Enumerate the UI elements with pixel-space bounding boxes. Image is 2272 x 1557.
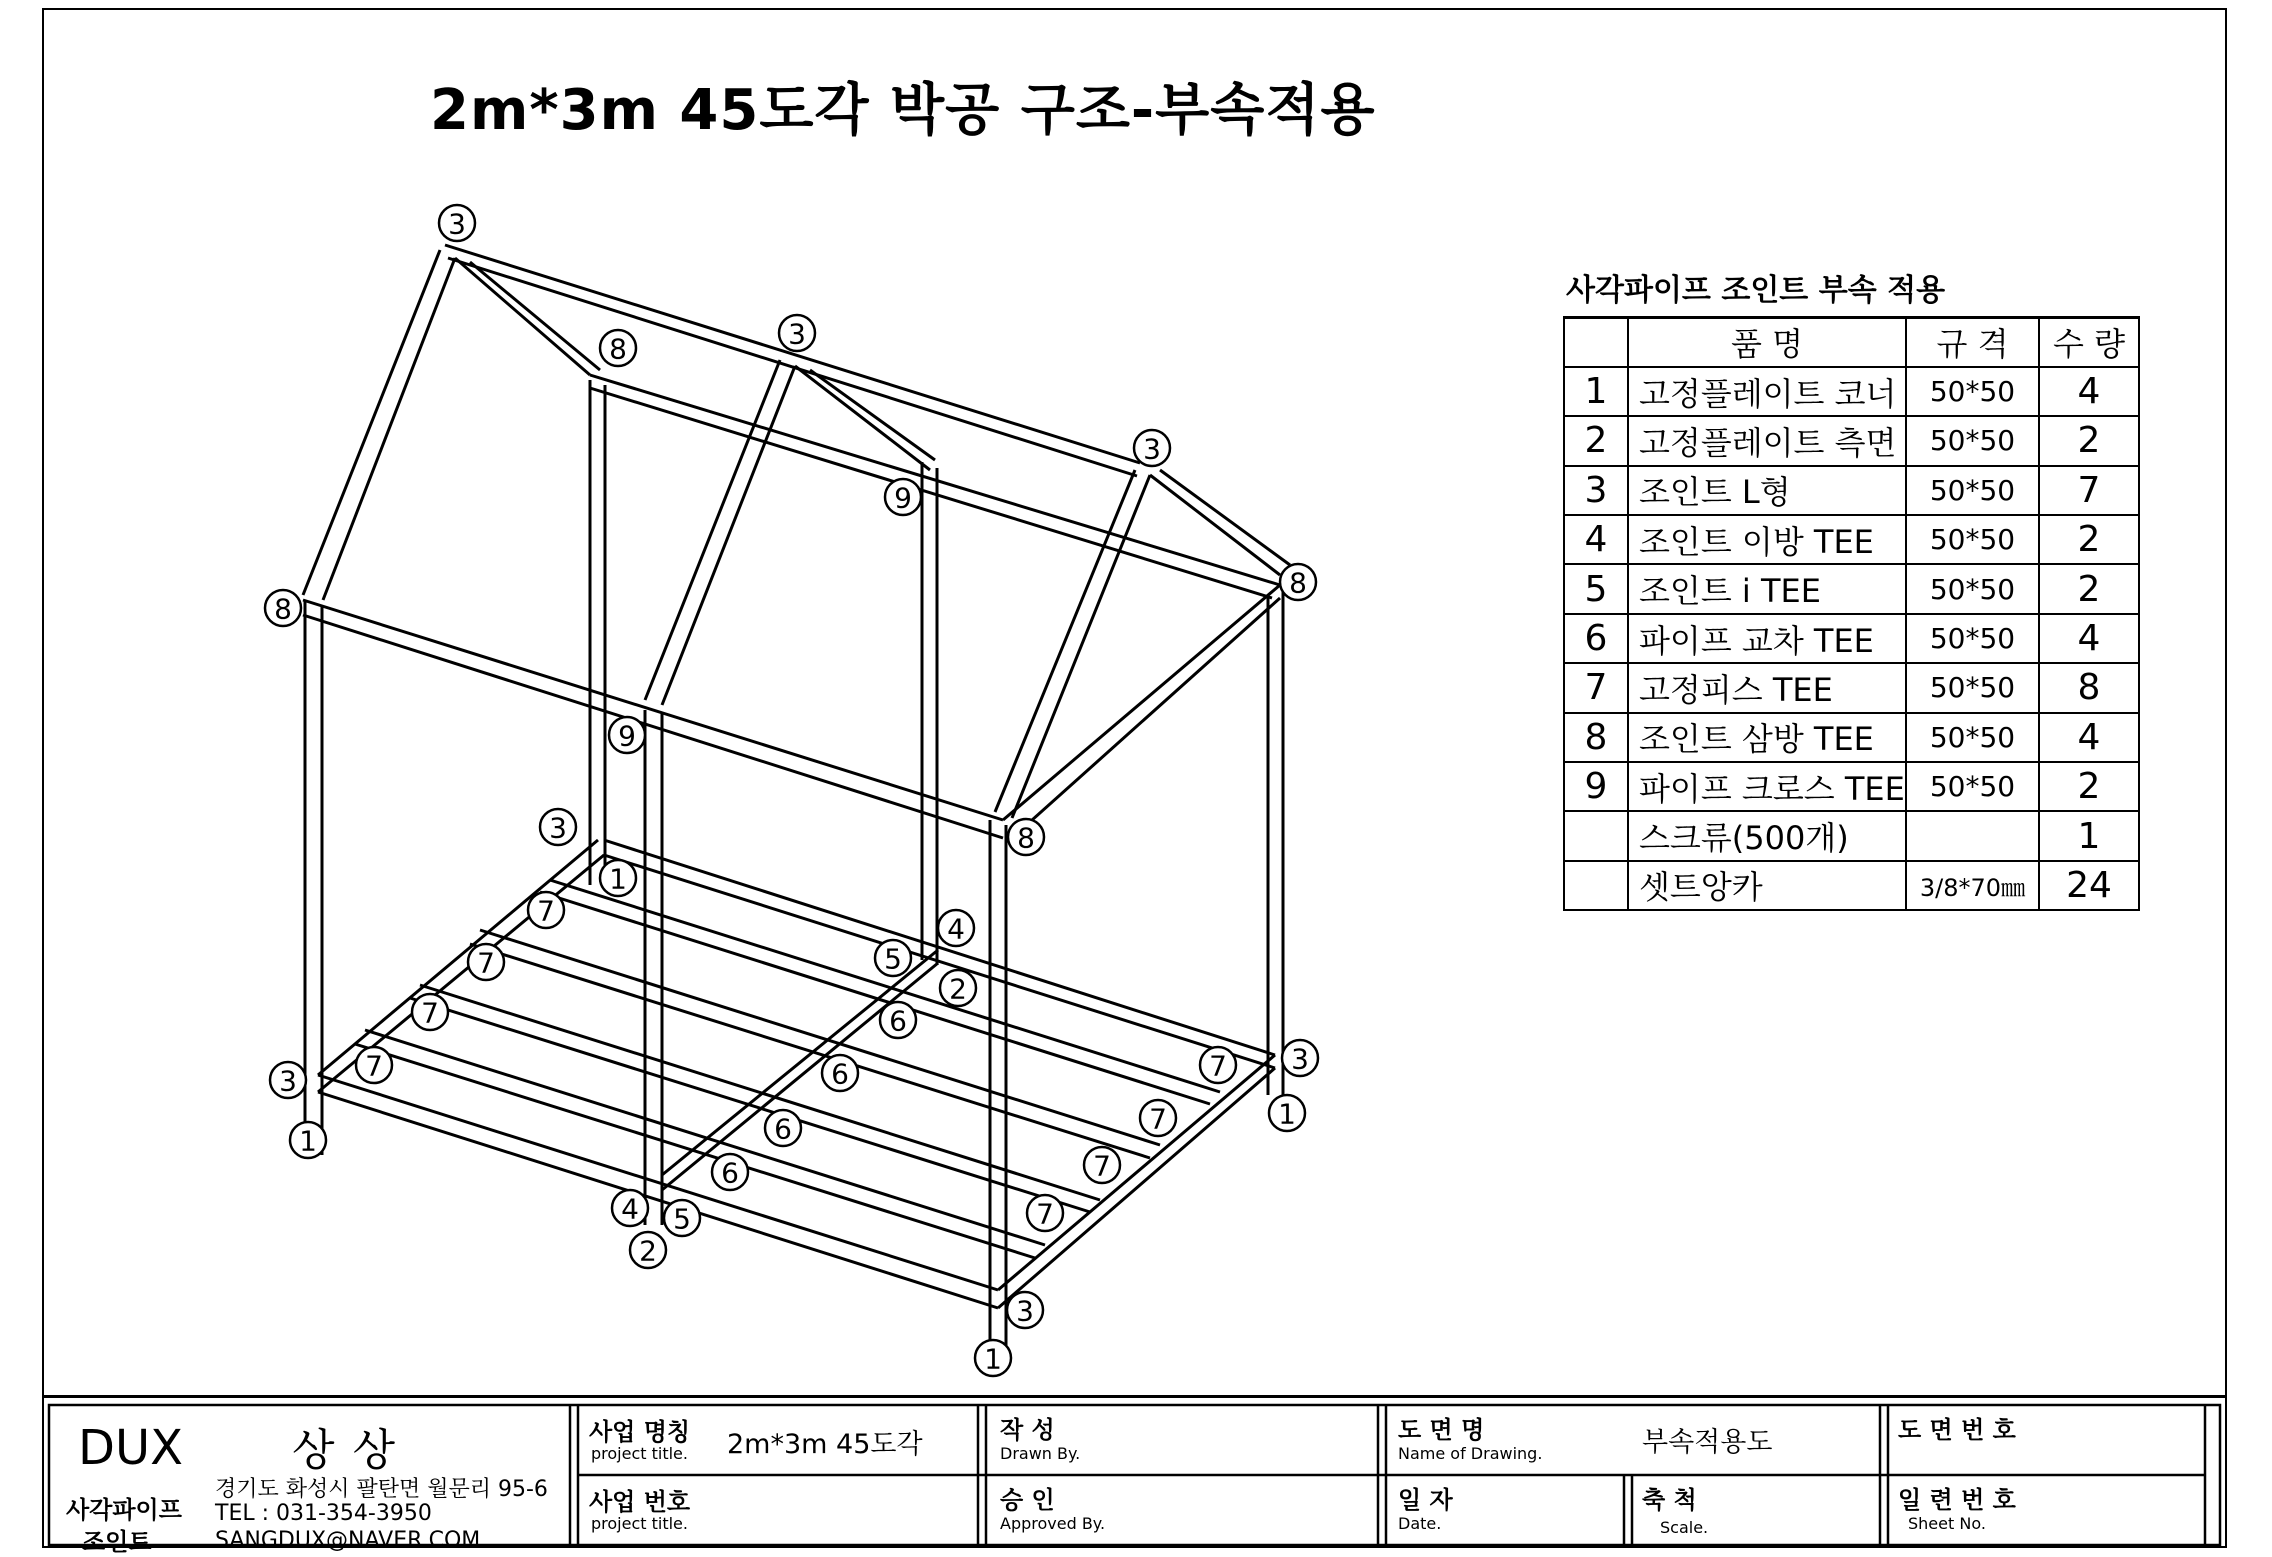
row-spec: 50*50: [1906, 614, 2039, 663]
callout-6-b: 6: [831, 1057, 849, 1091]
row-no: 8: [1564, 713, 1628, 762]
callout-5-front: 5: [673, 1202, 691, 1236]
row-qty: 1: [2039, 811, 2139, 860]
drawing-name-label-en: Name of Drawing.: [1398, 1444, 1543, 1463]
row-qty: 2: [2039, 564, 2139, 613]
drawing-title: 2m*3m 45도각 박공 구조-부속적용: [430, 78, 1376, 143]
row-qty: 4: [2039, 614, 2139, 663]
table-row: [1564, 762, 2139, 811]
table-row: [1564, 564, 2139, 613]
callout-circles: [265, 205, 1318, 1376]
sheet-number-label: 일 련 번 호: [1898, 1486, 2016, 1514]
callout-3-ridge-mid: 3: [788, 317, 806, 351]
table-row: [1564, 713, 2139, 762]
brand-subtitle-line2: 조인트: [82, 1528, 152, 1556]
row-name: 셋트앙카: [1628, 861, 1906, 910]
approved-by-label: 승 인: [1000, 1486, 1055, 1514]
structure-lines: [303, 245, 1290, 1350]
table-row: [1564, 515, 2139, 564]
approved-by-label-en: Approved By.: [1000, 1514, 1106, 1533]
callout-3-top-left: 3: [448, 207, 466, 241]
callout-7-c: 7: [421, 996, 439, 1030]
row-spec: 50*50: [1906, 564, 2039, 613]
row-spec: 50*50: [1906, 663, 2039, 712]
callout-9-front: 9: [618, 719, 636, 753]
date-label-en: Date.: [1398, 1514, 1442, 1533]
callout-4-back: 4: [947, 912, 965, 946]
parts-table: [1563, 316, 2140, 911]
drawing-number-label: 도 면 번 호: [1898, 1416, 2016, 1444]
company-tel: TEL : 031-354-3950: [215, 1501, 432, 1526]
row-qty: 2: [2039, 762, 2139, 811]
callout-7-right4: 7: [1036, 1197, 1054, 1231]
row-qty: 4: [2039, 713, 2139, 762]
row-name: 고정플레이트 코너: [1628, 367, 1906, 416]
table-row: [1564, 614, 2139, 663]
row-spec: 50*50: [1906, 416, 2039, 465]
row-name: 조인트 이방 TEE: [1628, 515, 1906, 564]
row-spec: 50*50: [1906, 367, 2039, 416]
header-no-cell: [1564, 318, 1628, 367]
callout-7-right1: 7: [1209, 1049, 1227, 1083]
callout-1-left: 1: [299, 1124, 317, 1158]
parts-table-header: [1564, 318, 2139, 367]
scale-label-en: Scale.: [1660, 1518, 1709, 1537]
callout-1-back: 1: [609, 862, 627, 896]
project-name-label: 사업 명칭: [589, 1418, 691, 1446]
callout-2-front: 2: [639, 1234, 657, 1268]
callout-8-upper-left: 8: [609, 332, 627, 366]
callout-6-c: 6: [774, 1112, 792, 1146]
company-address: 경기도 화성시 팔탄면 월문리 95-6: [215, 1477, 548, 1502]
table-row: [1564, 416, 2139, 465]
row-qty: 8: [2039, 663, 2139, 712]
callout-4-front: 4: [621, 1192, 639, 1226]
drawing-name-value: 부속적용도: [1642, 1427, 1773, 1458]
callout-7-b: 7: [477, 946, 495, 980]
callout-5-back: 5: [884, 942, 902, 976]
row-name: 조인트 L형: [1628, 466, 1906, 515]
title-block: [42, 1395, 2227, 1556]
table-row: [1564, 367, 2139, 416]
project-name-value: 2m*3m 45도각: [727, 1429, 923, 1460]
callout-3-ridge-right: 3: [1143, 432, 1161, 466]
company-email: SANGDUX@NAVER.COM: [215, 1528, 481, 1553]
row-name: 조인트 삼방 TEE: [1628, 713, 1906, 762]
drawing-name-label: 도 면 명: [1398, 1416, 1485, 1444]
row-qty: 2: [2039, 416, 2139, 465]
callout-9-back: 9: [894, 481, 912, 515]
callout-7-d: 7: [365, 1049, 383, 1083]
brand-subtitle-line1: 사각파이프: [66, 1496, 182, 1524]
project-name-label-en: project title.: [591, 1444, 688, 1463]
callout-8-front-right: 8: [1017, 821, 1035, 855]
project-number-label: 사업 번호: [589, 1488, 691, 1516]
row-name: 고정플레이트 측면: [1628, 416, 1906, 465]
callout-7-right3: 7: [1093, 1149, 1111, 1183]
table-row: [1564, 861, 2139, 910]
callout-1-right: 1: [1278, 1097, 1296, 1131]
scale-label: 축 척: [1642, 1486, 1697, 1514]
row-no: 4: [1564, 515, 1628, 564]
row-no: [1564, 811, 1628, 860]
row-name: 고정피스 TEE: [1628, 663, 1906, 712]
callout-3-front-bottom: 3: [1016, 1294, 1034, 1328]
row-no: [1564, 861, 1628, 910]
row-spec: 50*50: [1906, 762, 2039, 811]
company-name: 상 상: [292, 1425, 397, 1476]
header-spec: 규 격: [1906, 318, 2039, 367]
row-qty: 4: [2039, 367, 2139, 416]
table-row: [1564, 811, 2139, 860]
callout-8-right: 8: [1289, 566, 1307, 600]
callout-3-back-floor: 3: [549, 811, 567, 845]
callout-7-a: 7: [537, 894, 555, 928]
table-row: [1564, 466, 2139, 515]
drawn-by-label: 작 성: [1000, 1416, 1055, 1444]
brand-logo-text: DUX: [78, 1420, 183, 1476]
row-spec: 50*50: [1906, 713, 2039, 762]
row-name: 파이프 교차 TEE: [1628, 614, 1906, 663]
callout-3-right: 3: [1291, 1042, 1309, 1076]
project-number-label-en: project title.: [591, 1514, 688, 1533]
header-name: 품 명: [1628, 318, 1906, 367]
callout-7-right2: 7: [1149, 1102, 1167, 1136]
sheet-number-label-en: Sheet No.: [1908, 1514, 1986, 1533]
row-no: 3: [1564, 466, 1628, 515]
row-qty: 7: [2039, 466, 2139, 515]
row-no: 7: [1564, 663, 1628, 712]
row-name: 파이프 크로스 TEE: [1628, 762, 1906, 811]
row-spec: 50*50: [1906, 466, 2039, 515]
row-name: 조인트 i TEE: [1628, 564, 1906, 613]
callout-numbers: [274, 208, 1309, 1376]
drawn-by-label-en: Drawn By.: [1000, 1444, 1081, 1463]
table-row: [1564, 663, 2139, 712]
callout-6-d: 6: [721, 1156, 739, 1190]
row-no: 6: [1564, 614, 1628, 663]
callout-1-front: 1: [984, 1342, 1002, 1376]
row-spec: 3/8*70㎜: [1906, 861, 2039, 910]
date-label: 일 자: [1398, 1486, 1453, 1514]
callout-8-left: 8: [274, 592, 292, 626]
row-no: 2: [1564, 416, 1628, 465]
row-qty: 2: [2039, 515, 2139, 564]
parts-table-caption: 사각파이프 조인트 부속 적용: [1566, 273, 1946, 308]
callout-2-back: 2: [949, 972, 967, 1006]
row-spec: 50*50: [1906, 515, 2039, 564]
row-name: 스크류(500개): [1628, 811, 1906, 860]
row-qty: 24: [2039, 861, 2139, 910]
row-no: 1: [1564, 367, 1628, 416]
callout-3-left: 3: [279, 1064, 297, 1098]
header-qty: 수 량: [2039, 318, 2139, 367]
callout-6-a: 6: [889, 1004, 907, 1038]
row-no: 5: [1564, 564, 1628, 613]
row-no: 9: [1564, 762, 1628, 811]
row-spec: [1906, 811, 2039, 860]
